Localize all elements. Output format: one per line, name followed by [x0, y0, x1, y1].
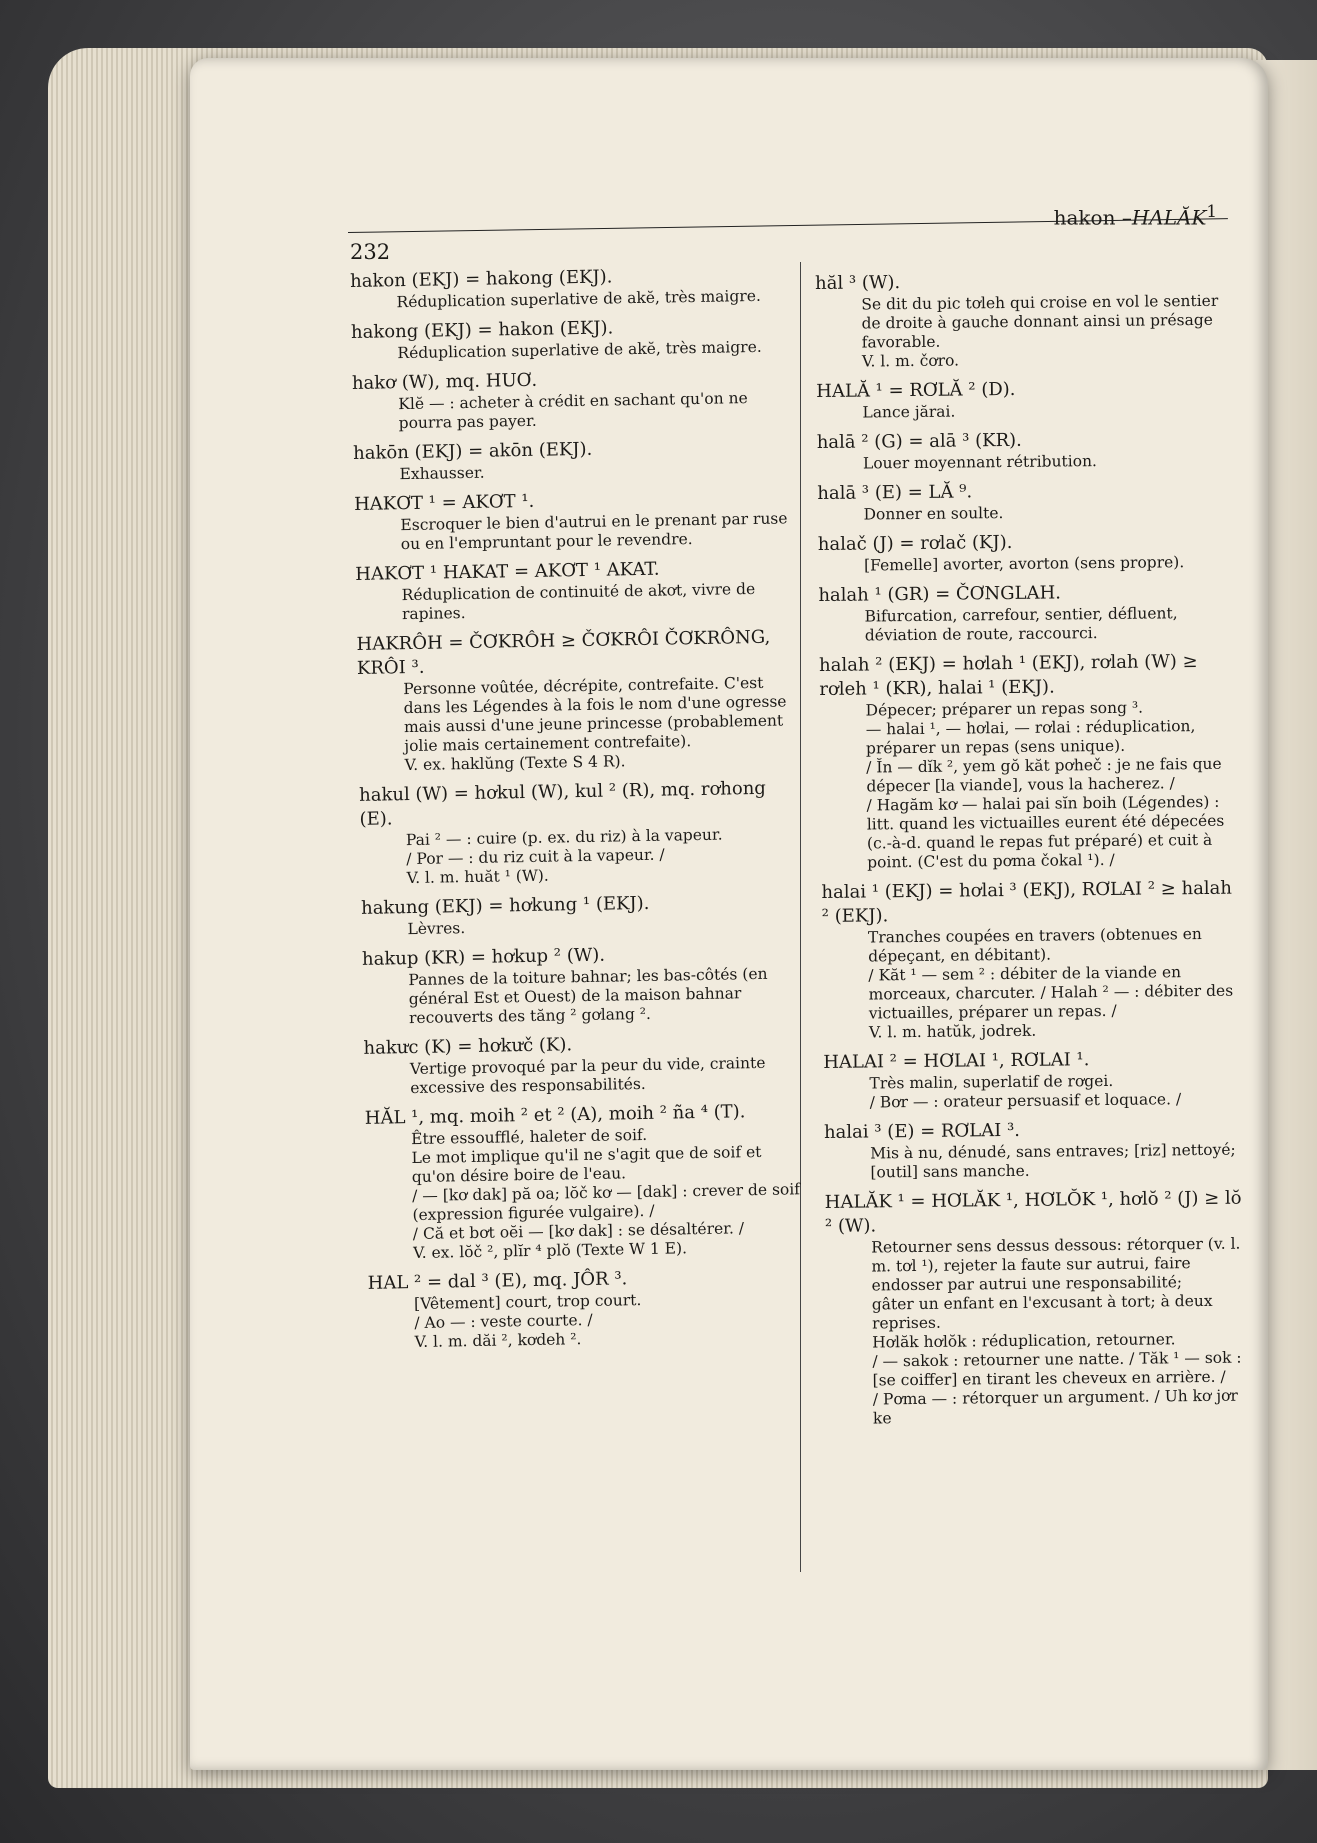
dictionary-entry [824, 1117, 1245, 1183]
entry-definition: V. ex. lŏč ², plĭr ⁴ plŏ (Texte W 1 E). [413, 1239, 688, 1263]
entry-headword: halah ² (EKJ) = hơlah ¹ (EKJ), rơlah (W) ≥ rơleh ¹ (KR), halai ¹ (EKJ). [819, 651, 1198, 700]
dictionary-entry [353, 434, 794, 485]
entry-definition: Louer moyennant rétribution. [862, 452, 1098, 473]
entry-headword: HAL ² = dal ³ (E), mq. JÔR ³. [367, 1268, 628, 1294]
dictionary-entry [815, 268, 1236, 372]
entry-definition: Réduplication superlative de akĕ, très maigre. [397, 337, 762, 363]
entry-headword: HALAI ² = HƠLAI ¹, RƠLAI ¹. [823, 1049, 1090, 1073]
entry-definition: Personne voûtée, décrépite, contrefaite. C'est dans les Légendes à la fois le nom d'une ogresse mais aussi d'une jeune princesse (probablement jolie mais certainement contrefaite). [403, 673, 787, 756]
dictionary-entry [352, 364, 793, 434]
entry-definition: Lèvres. [407, 919, 466, 939]
entry-definition: Retourner sens dessus dessous: rétorquer (v. l. m. tơl ¹), rejeter la faute sur autrui, faire endosser par autrui une responsabilité; [871, 1234, 1241, 1295]
running-head-sup: 1 [1206, 202, 1217, 221]
entry-definition: / — sakok : retourner une natte. / Tăk ¹ — sok : [se coiffer] en tirant les cheveux en arrière. / [872, 1348, 1242, 1390]
entry-definition: / Ĭn — dĭk ², yem gŏ kăt pơheč : je ne fais que dépecer [la viande], vous la hacherez. / [866, 754, 1222, 796]
entry-definition: / Kăt ¹ — sem ² : débiter de la viande en morceaux, charcuter. / Halah ² — : débiter des victuailles, préparer un repas. / [868, 963, 1234, 1023]
entry-headword: hăl ³ (W). [815, 272, 901, 294]
entry-definition: / Hagăm kơ — halai pai sĭn boih (Légendes) : litt. quand les victuailles eurent été dépecées (c.-à-d. quand le repas fut préparé) et cuit à point. (C'est du pơma čokal ¹). / [866, 792, 1225, 872]
entry-definition: / Por — : du riz cuit à la vapeur. / [406, 845, 665, 869]
entry-definition: / — [kơ dak] pă oa; lŏč kơ — [dak] : crever de soif (expression figurée vulgaire). / [412, 1180, 801, 1225]
entry-headword: HALĂ ¹ = RƠLĂ ² (D). [816, 378, 1016, 402]
entry-definition: V. ex. haklŭng (Texte S 4 R). [404, 752, 626, 775]
entry-headword: HALĂK ¹ = HƠLĂK ¹, HƠLŎK ¹, hơlŏ ² (J) ≥ lŏ ² (W). [824, 1187, 1242, 1237]
dictionary-entry [365, 1099, 808, 1264]
dictionary-entry [351, 313, 792, 364]
left-column [350, 262, 809, 1361]
entry-definition: Très malin, superlatif de rơgei. [869, 1071, 1114, 1093]
dictionary-entry [821, 877, 1243, 1043]
dictionary-entry [354, 485, 795, 555]
entry-headword: halah ¹ (GR) = ČƠNGLAH. [818, 582, 1062, 606]
dictionary-entry [362, 940, 803, 1029]
entry-definition: / Bơr — : orateur persuasif et loquace. / [869, 1090, 1182, 1112]
dictionary-entry [819, 650, 1241, 873]
right-column [815, 268, 1247, 1437]
entry-definition: V. l. m. hatŭk, jodrek. [868, 1021, 1037, 1042]
entry-definition: Se dit du pic tơleh qui croise en vol le sentier de droite à gauche donnant ainsi un présage favorable. [861, 291, 1219, 352]
entry-definition: gâter un enfant en l'excusant à tort; à deux reprises. [871, 1291, 1213, 1333]
entry-headword: halai ¹ (EKJ) = hơlai ³ (EKJ), RƠLAI ² ≥ halah ² (EKJ). [821, 877, 1233, 927]
entry-definition: Réduplication superlative de akĕ, très maigre. [396, 286, 761, 312]
entry-definition: Bifurcation, carrefour, sentier, défluent, déviation de route, raccourci. [864, 604, 1178, 645]
entry-definition: V. l. m. dăi ², kơdeh ². [414, 1330, 582, 1352]
entry-definition: V. l. m. čơro. [861, 351, 960, 371]
entry-definition: Klĕ — : acheter à crédit en sachant qu'on ne pourra pas payer. [398, 389, 748, 433]
entry-definition: Le mot implique qu'il ne s'agit que de soif et qu'on désire boire de l'eau. [411, 1142, 762, 1187]
entry-definition: Hơlăk hơlŏk : réduplication, retourner. [872, 1330, 1176, 1352]
entry-headword: hakon (EKJ) = hakong (EKJ). [350, 266, 613, 292]
dictionary-entry [823, 1047, 1244, 1113]
entry-headword: hakung (EKJ) = hơkung ¹ (EKJ). [360, 892, 650, 919]
dictionary-entry [817, 427, 1237, 474]
entry-definition: Escroquer le bien d'autrui en le prenant par ruse ou en l'empruntant pour le revendre. [400, 509, 788, 554]
dictionary-entry [355, 555, 796, 625]
entry-definition: Réduplication de continuité de akơt, vivre de rapines. [401, 579, 756, 624]
entry-definition: Tranches coupées en travers (obtenues en dépeçant, en débitant). [867, 924, 1202, 966]
entry-headword: halā ³ (E) = LĂ ⁹. [817, 481, 973, 504]
entry-headword: HAKRÔH = ČƠKRÔH ≥ ČƠKRÔI ČƠKRÔNG, KRÔI ³. [356, 626, 771, 679]
entry-definition: Lance jărai. [862, 402, 956, 422]
entry-headword: HAKƠT ¹ = AKƠT ¹. [353, 490, 535, 515]
entry-headword: halač (J) = rơlač (KJ). [817, 531, 1013, 555]
entry-definition: Dépecer; préparer un repas song ³. [865, 698, 1144, 720]
entry-headword: halai ³ (E) = RƠLAI ³. [823, 1119, 1021, 1143]
running-head-italic: HALĂK [1131, 205, 1207, 230]
entry-headword: hakul (W) = hơkul (W), kul ² (R), mq. rơhong (E). [358, 777, 767, 830]
entry-definition: Pannes de la toiture bahnar; les bas-côtés (en général Est et Ouest) de la maison bahnar recouverts des tăng ² gơlang ². [408, 964, 768, 1028]
entry-headword: HAKƠT ¹ HAKAT = AKƠT ¹ AKAT. [355, 558, 660, 585]
entry-headword: hakōn (EKJ) = akōn (EKJ). [353, 438, 593, 464]
entry-definition: Être essoufflé, haleter de soif. [411, 1125, 648, 1149]
entry-definition: V. l. m. huăt ¹ (W). [406, 866, 549, 888]
page-number: 232 [350, 240, 391, 264]
running-head-word: hakon – [1053, 205, 1132, 230]
entry-definition: Pai ² — : cuire (p. ex. du riz) à la vapeur. [405, 825, 723, 850]
entry-definition: Exhausser. [399, 463, 485, 484]
entry-definition: / Că et bơt oĕi — [kơ dak] : se désaltérer. / [412, 1219, 745, 1244]
entry-definition: [Femelle] avorter, avorton (sens propre). [863, 553, 1185, 575]
dictionary-entry [356, 625, 798, 776]
running-head [1054, 202, 1217, 230]
dictionary-entry [367, 1264, 808, 1353]
entry-headword: HĂL ¹, mq. moih ² et ² (A), moih ² ña ⁴ (T). [364, 1101, 746, 1129]
entry-definition: [Vêtement] court, trop court. [413, 1291, 642, 1314]
entry-definition: Vertige provoqué par la peur du vide, crainte excessive des responsabilités. [409, 1053, 766, 1098]
entry-headword: halā ² (G) = alā ³ (KR). [816, 429, 1022, 453]
entry-headword: hakong (EKJ) = hakon (EKJ). [350, 317, 614, 343]
entry-headword: hakơ (W), mq. HUƠ. [351, 369, 538, 394]
entry-definition: Donner en soulte. [863, 504, 1004, 524]
entry-headword: hakup (KR) = hơkup ² (W). [361, 944, 606, 970]
entry-definition: — halai ¹, — hơlai, — rơlai : réduplication, préparer un repas (sens unique). [865, 717, 1196, 758]
entry-definition: Mis à nu, dénudé, sans entraves; [riz] nettoyé; [outil] sans manche. [870, 1140, 1236, 1182]
dictionary-entry [361, 889, 802, 940]
dictionary-entry [359, 776, 801, 889]
dictionary-entry [363, 1029, 804, 1099]
entry-headword: hakưc (K) = hơkưč (K). [363, 1034, 573, 1059]
dictionary-entry [817, 478, 1237, 525]
dictionary-entry [818, 580, 1239, 646]
dictionary-entry [350, 262, 791, 313]
entry-definition: / Ao — : veste courte. / [414, 1310, 593, 1333]
dictionary-entry [818, 529, 1238, 576]
dictionary-entry [816, 376, 1236, 423]
dictionary-entry [825, 1187, 1247, 1429]
entry-definition: / Pơma — : rétorquer un argument. / Uh kơ jơr ke [872, 1386, 1238, 1428]
